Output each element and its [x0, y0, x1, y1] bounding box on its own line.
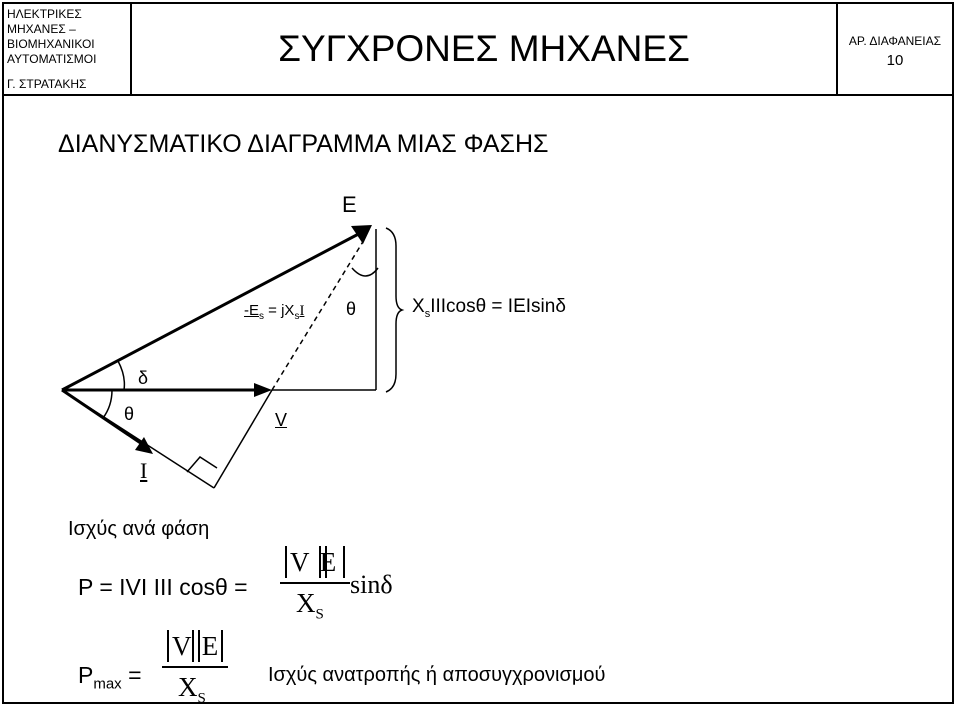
- label-V: V: [275, 410, 288, 430]
- subject-line-2: ΜΗΧΑΝΕΣ –: [7, 22, 76, 36]
- sin-delta: sinδ: [350, 570, 393, 599]
- curly-brace: [386, 228, 402, 392]
- slide-label: ΑΡ. ΔΙΑΦΑΝΕΙΑΣ: [848, 34, 942, 48]
- frac1-den-X: X: [296, 588, 316, 618]
- power-heading: Ισχύς ανά φάση: [68, 518, 210, 540]
- label-jXsI-mid: = jX: [264, 302, 295, 319]
- subject-line-3: ΒΙΟΜΗΧΑΝΙΚΟΙ: [7, 37, 95, 51]
- arc-delta: [118, 361, 124, 390]
- label-I: I: [140, 458, 148, 483]
- page-title: ΣΥΓΧΡΟΝΕΣ ΜΗΧΑΝΕΣ: [278, 28, 690, 69]
- projection-line-2: [62, 390, 214, 488]
- pmax-eq: =: [128, 662, 142, 688]
- label-delta: δ: [138, 368, 149, 388]
- label-jXsI-prefix: -E: [244, 302, 259, 319]
- abs-bar: [167, 630, 169, 662]
- subject-line-4: ΑΥΤΟΜΑΤΙΣΜΟΙ: [7, 52, 97, 66]
- pmax-frac-line: [162, 666, 228, 668]
- relation-X: X: [412, 296, 425, 317]
- pmax-numerator: V E: [172, 631, 221, 661]
- pmax-P: P: [78, 662, 94, 688]
- projection-line: [214, 390, 272, 488]
- pmax-sub: max: [93, 675, 122, 693]
- frac1-line: [280, 582, 350, 584]
- author: Γ. ΣΤΡΑΤΑΚΗΣ: [7, 77, 87, 91]
- power-formula-lhs: P = IVI III cosθ =: [78, 574, 248, 600]
- label-jXsI-tail: I: [299, 303, 305, 319]
- label-E: E: [342, 192, 357, 217]
- label-theta-bottom: θ: [124, 404, 135, 424]
- abs-bar: [285, 546, 287, 578]
- right-angle-mark: [187, 457, 217, 472]
- label-theta-top: θ: [346, 299, 357, 319]
- abs-bar: [343, 546, 345, 578]
- arc-theta-top: [352, 268, 378, 276]
- label-jXsI: [244, 302, 304, 322]
- pmax-den-X: X: [178, 672, 198, 702]
- relation-rest: IIIcosθ = IEIsinδ: [430, 296, 566, 317]
- label-jXsI-sub2: s: [294, 311, 300, 322]
- frac1-den: [296, 588, 324, 623]
- label-relation: [412, 296, 566, 320]
- pmax-den-sub: S: [197, 690, 206, 707]
- slide-number: 10: [886, 52, 904, 69]
- frac1-den-sub: S: [315, 606, 324, 623]
- abs-bar: [221, 630, 223, 662]
- arrowhead-E: [351, 225, 372, 244]
- label-jXsI-sub1: s: [259, 311, 264, 322]
- frac1-numerator: V E: [290, 547, 339, 577]
- pmax-lhs: [78, 662, 142, 693]
- pmax-caption: Ισχύς ανατροπής ή αποσυγχρονισμού: [268, 664, 606, 686]
- relation-sub: s: [424, 307, 431, 320]
- arc-theta-bottom: [103, 390, 112, 418]
- subject-line-1: ΗΛΕΚΤΡΙΚΕΣ: [7, 7, 82, 21]
- section-title: ΔΙΑΝΥΣΜΑΤΙΚΟ ΔΙΑΓΡΑΜΜΑ ΜΙΑΣ ΦΑΣΗΣ: [58, 130, 549, 158]
- pmax-den: [178, 672, 206, 707]
